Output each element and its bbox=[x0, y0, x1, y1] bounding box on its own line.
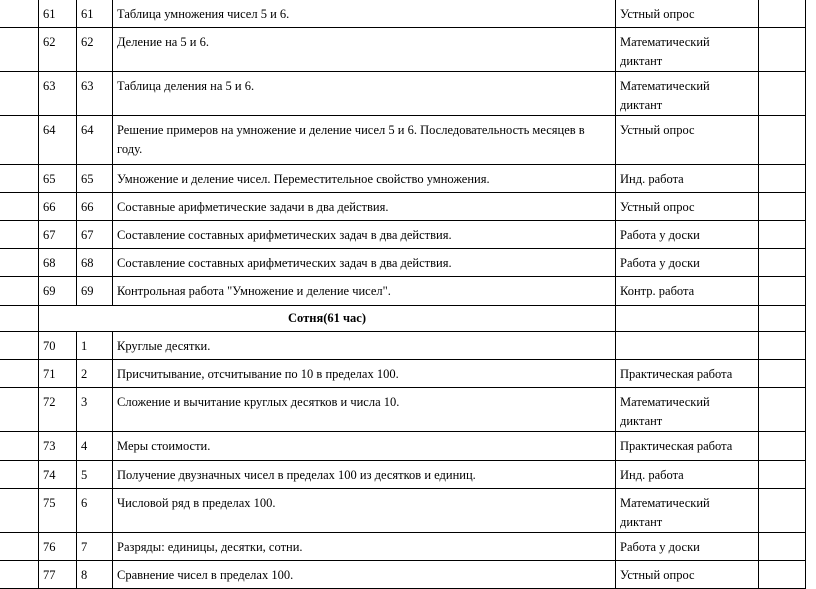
control-form: Математический диктант bbox=[616, 489, 759, 533]
section-lesson-number: 5 bbox=[77, 461, 113, 489]
control-form: Математический диктант bbox=[616, 388, 759, 432]
empty-cell bbox=[0, 461, 39, 489]
lesson-topic: Получение двузначных чисел в пределах 100 из десятков и единиц. bbox=[113, 461, 616, 489]
empty-cell bbox=[759, 221, 806, 249]
lesson-number: 61 bbox=[39, 0, 77, 28]
empty-cell bbox=[759, 116, 806, 165]
empty-cell bbox=[759, 28, 806, 72]
empty-cell bbox=[0, 489, 39, 533]
lesson-topic: Решение примеров на умножение и деление чисел 5 и 6. Последовательность месяцев в году. bbox=[113, 116, 616, 165]
empty-cell bbox=[759, 72, 806, 116]
section-lesson-number: 3 bbox=[77, 388, 113, 432]
section-header-row bbox=[0, 306, 806, 332]
table-row bbox=[0, 533, 806, 561]
section-lesson-number: 62 bbox=[77, 28, 113, 72]
lesson-number: 68 bbox=[39, 249, 77, 277]
control-form: Практическая работа bbox=[616, 360, 759, 388]
empty-cell bbox=[759, 0, 806, 28]
control-form: Контр. работа bbox=[616, 277, 759, 306]
empty-cell bbox=[0, 388, 39, 432]
lesson-number: 64 bbox=[39, 116, 77, 165]
section-lesson-number: 68 bbox=[77, 249, 113, 277]
table-row bbox=[0, 249, 806, 277]
table-row bbox=[0, 116, 806, 165]
empty-cell bbox=[759, 277, 806, 306]
empty-cell bbox=[759, 533, 806, 561]
empty-cell bbox=[0, 0, 39, 28]
table-row bbox=[0, 489, 806, 533]
lesson-topic: Составление составных арифметических задач в два действия. bbox=[113, 249, 616, 277]
lesson-number: 74 bbox=[39, 461, 77, 489]
lesson-number: 71 bbox=[39, 360, 77, 388]
empty-cell bbox=[0, 249, 39, 277]
empty-cell bbox=[759, 561, 806, 589]
empty-cell bbox=[616, 306, 759, 332]
lesson-topic: Числовой ряд в пределах 100. bbox=[113, 489, 616, 533]
table-row bbox=[0, 165, 806, 193]
section-lesson-number: 65 bbox=[77, 165, 113, 193]
empty-cell bbox=[0, 193, 39, 221]
lesson-number: 75 bbox=[39, 489, 77, 533]
control-form: Устный опрос bbox=[616, 116, 759, 165]
empty-cell bbox=[0, 306, 39, 332]
control-form: Работа у доски bbox=[616, 221, 759, 249]
control-form: Практическая работа bbox=[616, 432, 759, 461]
control-form: Устный опрос bbox=[616, 561, 759, 589]
empty-cell bbox=[759, 193, 806, 221]
table-row bbox=[0, 221, 806, 249]
lesson-topic: Разряды: единицы, десятки, сотни. bbox=[113, 533, 616, 561]
empty-cell bbox=[0, 116, 39, 165]
lesson-topic: Сложение и вычитание круглых десятков и числа 10. bbox=[113, 388, 616, 432]
control-form: Математический диктант bbox=[616, 72, 759, 116]
lesson-topic: Таблица деления на 5 и 6. bbox=[113, 72, 616, 116]
lesson-topic: Контрольная работа "Умножение и деление чисел". bbox=[113, 277, 616, 306]
control-form: Устный опрос bbox=[616, 193, 759, 221]
lesson-number: 65 bbox=[39, 165, 77, 193]
empty-cell bbox=[0, 533, 39, 561]
section-title: Сотня(61 час) bbox=[39, 306, 616, 332]
lesson-topic: Меры стоимости. bbox=[113, 432, 616, 461]
section-lesson-number: 7 bbox=[77, 533, 113, 561]
table-row bbox=[0, 561, 806, 589]
control-form: Инд. работа bbox=[616, 461, 759, 489]
table-row bbox=[0, 388, 806, 432]
lesson-number: 66 bbox=[39, 193, 77, 221]
lesson-topic: Круглые десятки. bbox=[113, 332, 616, 360]
table-row bbox=[0, 0, 806, 28]
empty-cell bbox=[0, 221, 39, 249]
section-lesson-number: 4 bbox=[77, 432, 113, 461]
lesson-number: 70 bbox=[39, 332, 77, 360]
empty-cell bbox=[0, 332, 39, 360]
lesson-topic: Сравнение чисел в пределах 100. bbox=[113, 561, 616, 589]
lesson-number: 77 bbox=[39, 561, 77, 589]
table-row bbox=[0, 360, 806, 388]
section-lesson-number: 61 bbox=[77, 0, 113, 28]
section-lesson-number: 6 bbox=[77, 489, 113, 533]
control-form: Математический диктант bbox=[616, 28, 759, 72]
empty-cell bbox=[759, 360, 806, 388]
lesson-topic: Деление на 5 и 6. bbox=[113, 28, 616, 72]
section-lesson-number: 64 bbox=[77, 116, 113, 165]
empty-cell bbox=[759, 306, 806, 332]
lesson-number: 67 bbox=[39, 221, 77, 249]
lesson-topic: Присчитывание, отсчитывание по 10 в пределах 100. bbox=[113, 360, 616, 388]
lesson-number: 72 bbox=[39, 388, 77, 432]
lesson-number: 62 bbox=[39, 28, 77, 72]
control-form: Устный опрос bbox=[616, 0, 759, 28]
control-form bbox=[616, 332, 759, 360]
empty-cell bbox=[759, 249, 806, 277]
section-lesson-number: 67 bbox=[77, 221, 113, 249]
lesson-number: 63 bbox=[39, 72, 77, 116]
table-row bbox=[0, 332, 806, 360]
empty-cell bbox=[759, 165, 806, 193]
control-form: Работа у доски bbox=[616, 533, 759, 561]
empty-cell bbox=[0, 432, 39, 461]
lesson-topic: Составные арифметические задачи в два действия. bbox=[113, 193, 616, 221]
table-row bbox=[0, 432, 806, 461]
empty-cell bbox=[0, 28, 39, 72]
section-lesson-number: 69 bbox=[77, 277, 113, 306]
section-lesson-number: 1 bbox=[77, 332, 113, 360]
section-lesson-number: 8 bbox=[77, 561, 113, 589]
section-lesson-number: 66 bbox=[77, 193, 113, 221]
empty-cell bbox=[759, 461, 806, 489]
empty-cell bbox=[0, 360, 39, 388]
lesson-number: 73 bbox=[39, 432, 77, 461]
lesson-number: 69 bbox=[39, 277, 77, 306]
lesson-topic: Составление составных арифметических задач в два действия. bbox=[113, 221, 616, 249]
empty-cell bbox=[759, 332, 806, 360]
section-lesson-number: 63 bbox=[77, 72, 113, 116]
section-lesson-number: 2 bbox=[77, 360, 113, 388]
table-row bbox=[0, 461, 806, 489]
empty-cell bbox=[0, 277, 39, 306]
empty-cell bbox=[759, 489, 806, 533]
table-row bbox=[0, 193, 806, 221]
lesson-topic: Таблица умножения чисел 5 и 6. bbox=[113, 0, 616, 28]
lesson-number: 76 bbox=[39, 533, 77, 561]
empty-cell bbox=[759, 432, 806, 461]
empty-cell bbox=[0, 561, 39, 589]
table-row bbox=[0, 72, 806, 116]
empty-cell bbox=[759, 388, 806, 432]
empty-cell bbox=[0, 72, 39, 116]
control-form: Работа у доски bbox=[616, 249, 759, 277]
lesson-topic: Умножение и деление чисел. Переместительное свойство умножения. bbox=[113, 165, 616, 193]
empty-cell bbox=[0, 165, 39, 193]
table-row bbox=[0, 28, 806, 72]
table-row bbox=[0, 277, 806, 306]
control-form: Инд. работа bbox=[616, 165, 759, 193]
